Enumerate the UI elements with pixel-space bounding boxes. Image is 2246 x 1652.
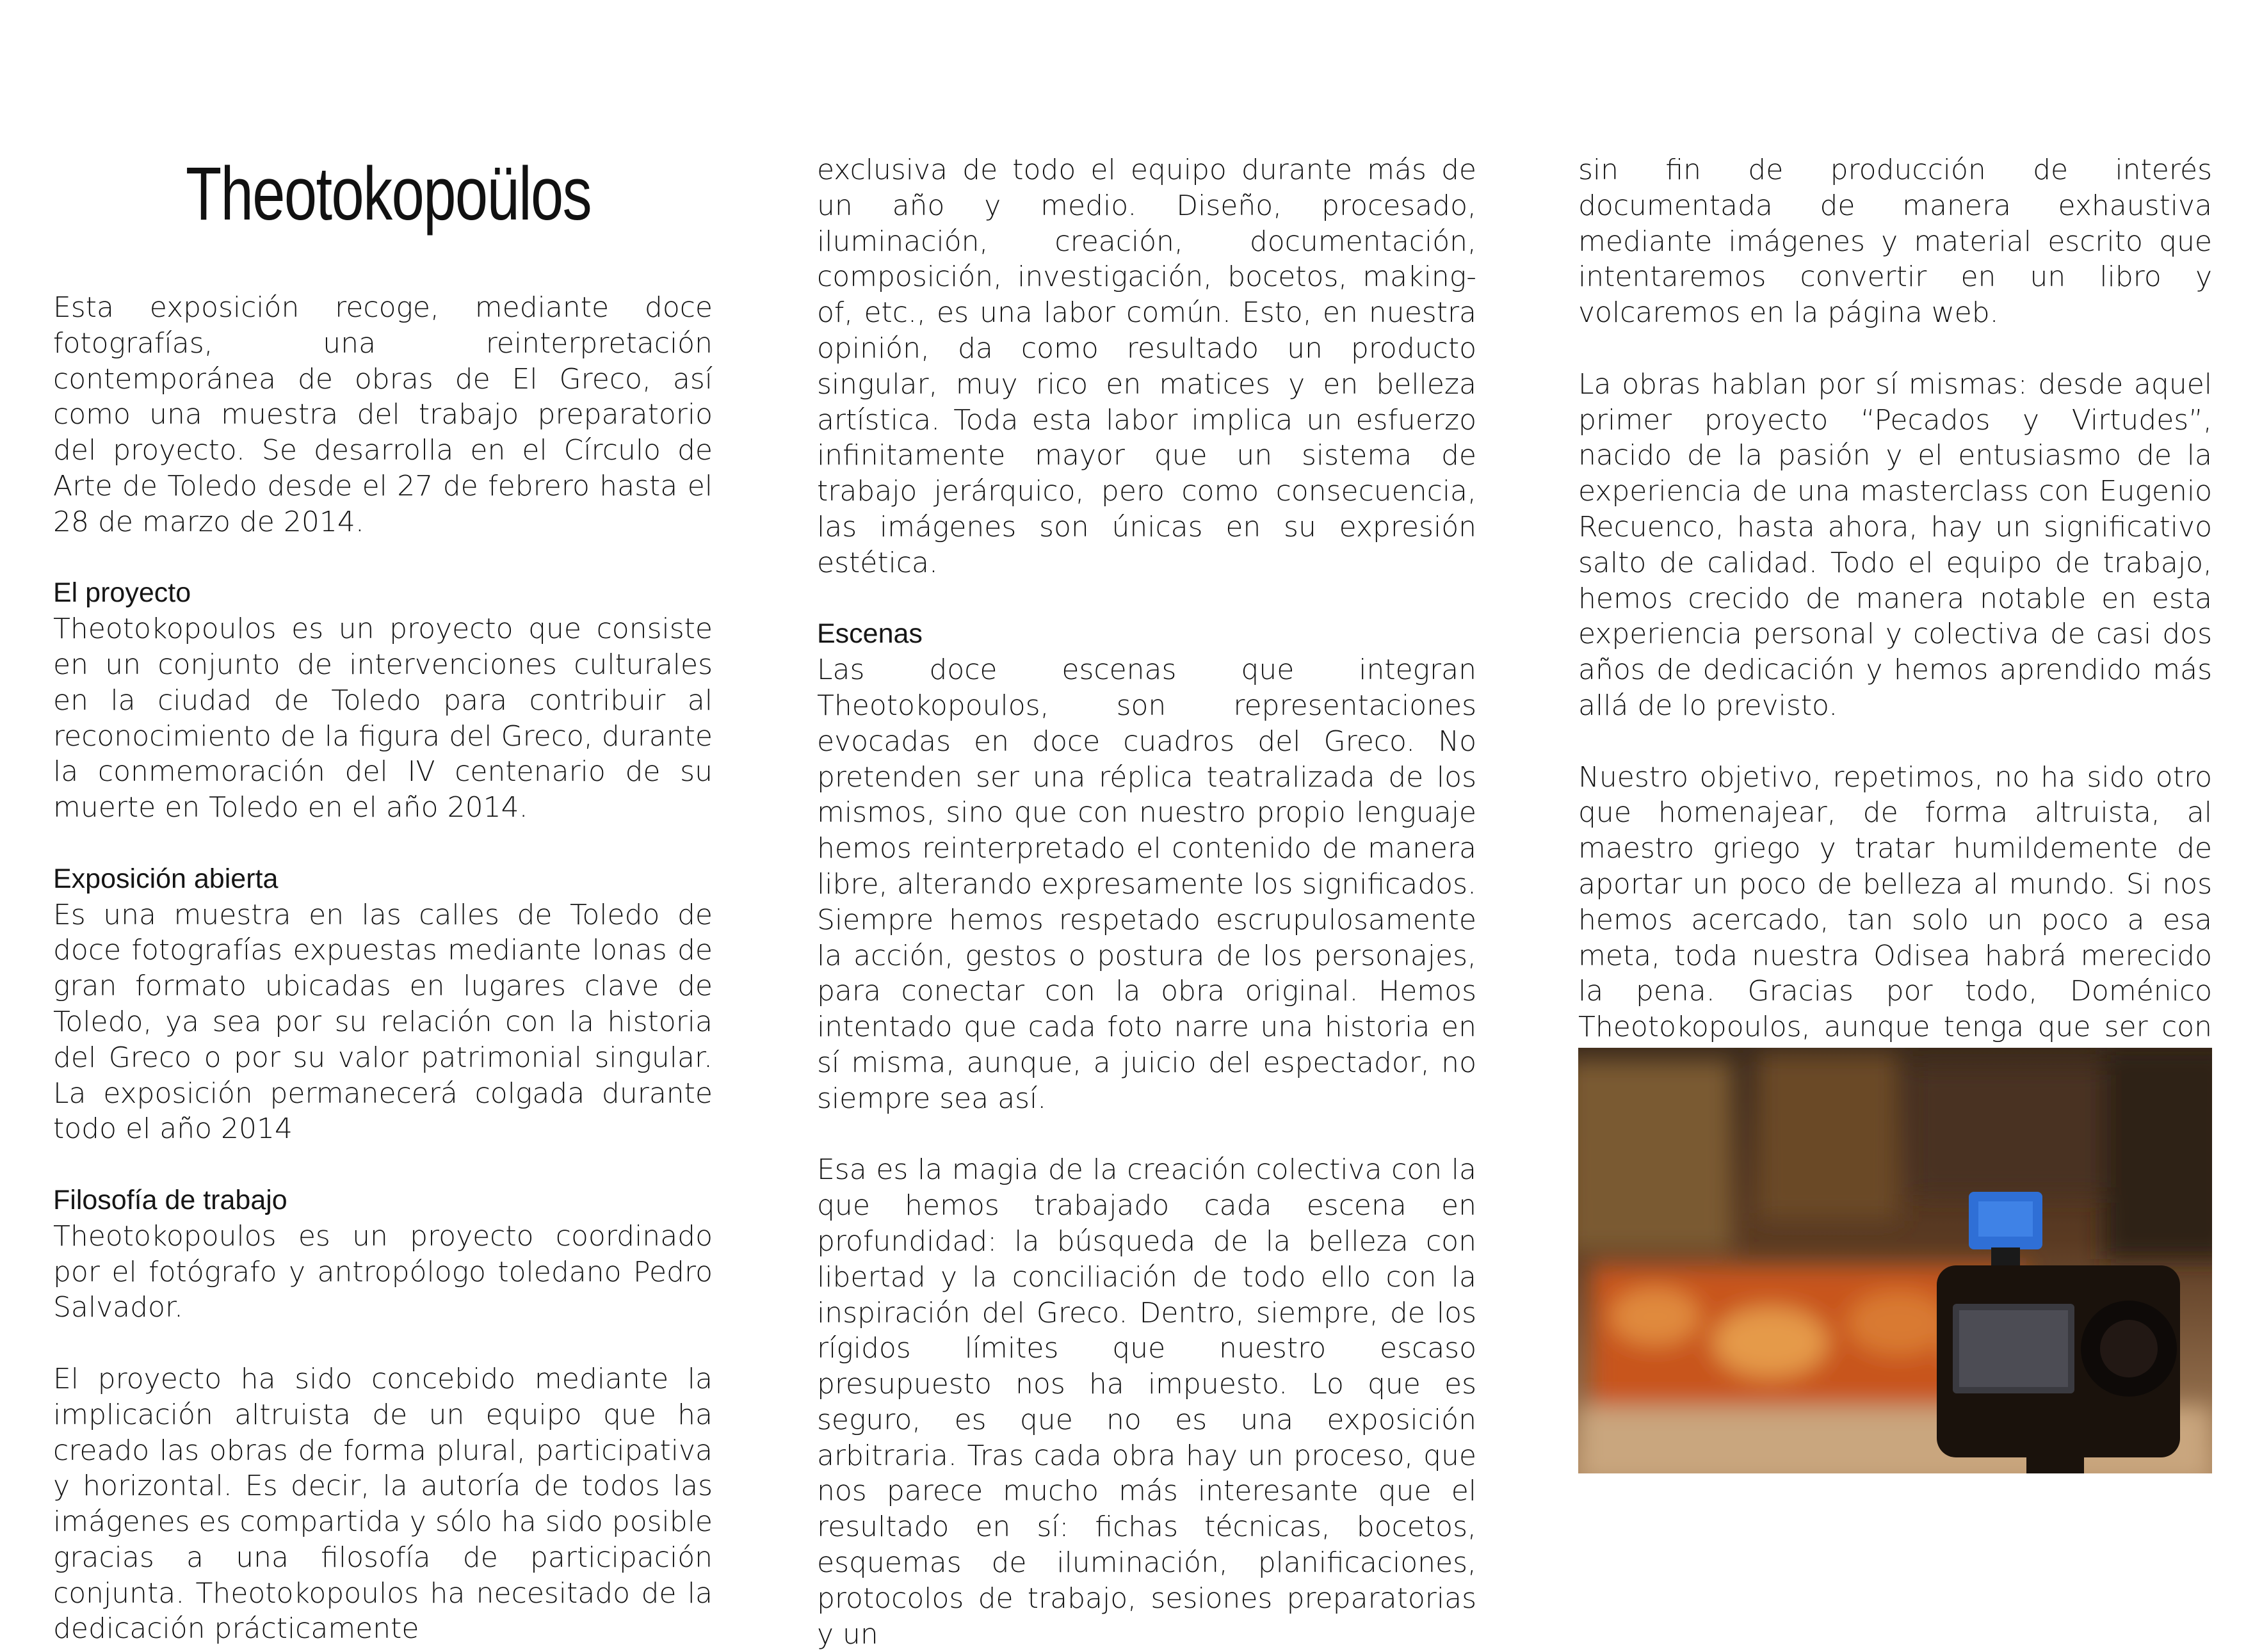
paragraph-obras: La obras hablan por sí mismas: desde aquel primer proyecto “Pecados y Virtudes”, nacido de la pasión y el entusiasmo de la experiencia de una masterclass con Eugenio Recuenco, hasta ahora, hay un significativo salto de calidad. Todo el equipo de trabajo, hemos crecido de manera notable en esta experiencia personal y colectiva de casi dos años de dedicación y hemos aprendido más allá de lo previsto.	[1578, 367, 2212, 722]
section-text-proyecto: Theotokopoulos es un proyecto que consiste en un conjunto de intervenciones culturales en la ciudad de Toledo para contribuir al reconocimiento de la figura del Greco, durante la conmemoración del IV centenario de su muerte en Toledo en el año 2014.	[53, 613, 713, 824]
section-text-filosofia-2: El proyecto ha sido concebido mediante la implicación altruista de un equipo que ha creado las obras de forma plural, participativa y horizontal. Es decir, la autoría de todos las imágenes es compartida y sólo ha sido posible gracias a una filosofía de participación conjunta. Theotokopoulos ha necesitado de la dedicación prácticamente	[53, 1362, 713, 1646]
section-text-escenas-2: Esa es la magia de la creación colectiva con la que hemos trabajado cada escena en profundidad: la búsqueda de la belleza con libertad y la conciliación de todo ello con la inspiración del Greco. Dentro, siempre, de los rígidos límites que nuestro escaso presupuesto nos ha impuesto. Lo que es seguro, es que no es una exposición arbitraria. Tras cada obra hay un proceso, que nos parece mucho más interesante que el resultado en sí: fichas técnicas, bocetos, esquemas de iluminación, planificaciones, protocolos de trabajo, sesiones preparatorias y un	[817, 1153, 1476, 1651]
continued-paragraph: exclusiva de todo el equipo durante más de un año y medio. Diseño, procesado, iluminación, creación, documentación, composición, investigación, bocetos, making-of, etc., es una labor común. Esto, en nuestra opinión, da como resultado un producto singular, muy rico en matices y en belleza artística. Toda esta labor implica un esfuerzo infinitamente mayor que un sistema de trabajo jerárquico, pero como consecuencia, las imágenes son únicas en su expresión estética.	[817, 154, 1476, 579]
continued-paragraph-3: sin fin de producción de interés documentada de manera exhaustiva mediante imágenes y material escrito que intentaremos convertir en un libro y volcaremos en la página web.	[1578, 154, 2212, 330]
section-heading-exposicion: Exposición abierta	[53, 863, 279, 894]
camera-photo	[1578, 1048, 2212, 1473]
column-1	[53, 152, 713, 1647]
section-text-escenas: Las doce escenas que integran Theotokopoulos, son representaciones evocadas en doce cuadros del Greco. No pretenden ser una réplica teatralizada de los mismos, sino que con nuestro propio lenguaje hemos reinterpretado el contenido de manera libre, alterando expresamente los significados. Siempre hemos respetado escrupulosamente la acción, gestos o postura de los personajes, para conectar con la obra original. Hemos intentado que cada foto narre una historia en sí misma, aunque, a juicio del espectador, no siempre sea así.	[817, 654, 1476, 1115]
intro-paragraph: Esta exposición recoge, mediante doce fotografías, una reinterpretación contemporánea de obras de El Greco, así como una muestra del trabajo preparatorio del proyecto. Se desarrolla en el Círculo de Arte de Toledo desde el 27 de febrero hasta el 28 de marzo de 2014.	[53, 291, 713, 538]
section-text-filosofia: Theotokopoulos es un proyecto coordinado por el fotógrafo y antropólogo toledano Pedro Salvador.	[53, 1219, 713, 1324]
document-title: Theotokopoülos	[186, 152, 592, 236]
section-heading-escenas: Escenas	[817, 618, 923, 650]
column-2	[817, 152, 1476, 1652]
camera-on-tripod-icon	[1578, 1048, 2212, 1473]
paragraph-objetivo: Nuestro objetivo, repetimos, no ha sido otro que homenajear, de forma altruista, al maestro griego y tratar humildemente de aportar un poco de belleza al mundo. Si nos hemos acercado, tan solo un poco a esa meta, toda nuestra Odisea habrá merecido la pena. Gracias por todo, Doménico Theotokopoulos, aunque tenga que ser con	[1578, 760, 2212, 1044]
section-text-exposicion: Es una muestra en las calles de Toledo de doce fotografías expuestas mediante lonas de gran formato ubicadas en lugares clave de Toledo, ya sea por su relación con la historia del Greco o por su valor patrimonial singular. La exposición permanecerá colgada durante todo el año 2014	[53, 898, 713, 1146]
section-heading-proyecto: El proyecto	[53, 577, 191, 609]
column-3	[1578, 152, 2212, 1081]
section-heading-filosofia: Filosofía de trabajo	[53, 1184, 287, 1215]
